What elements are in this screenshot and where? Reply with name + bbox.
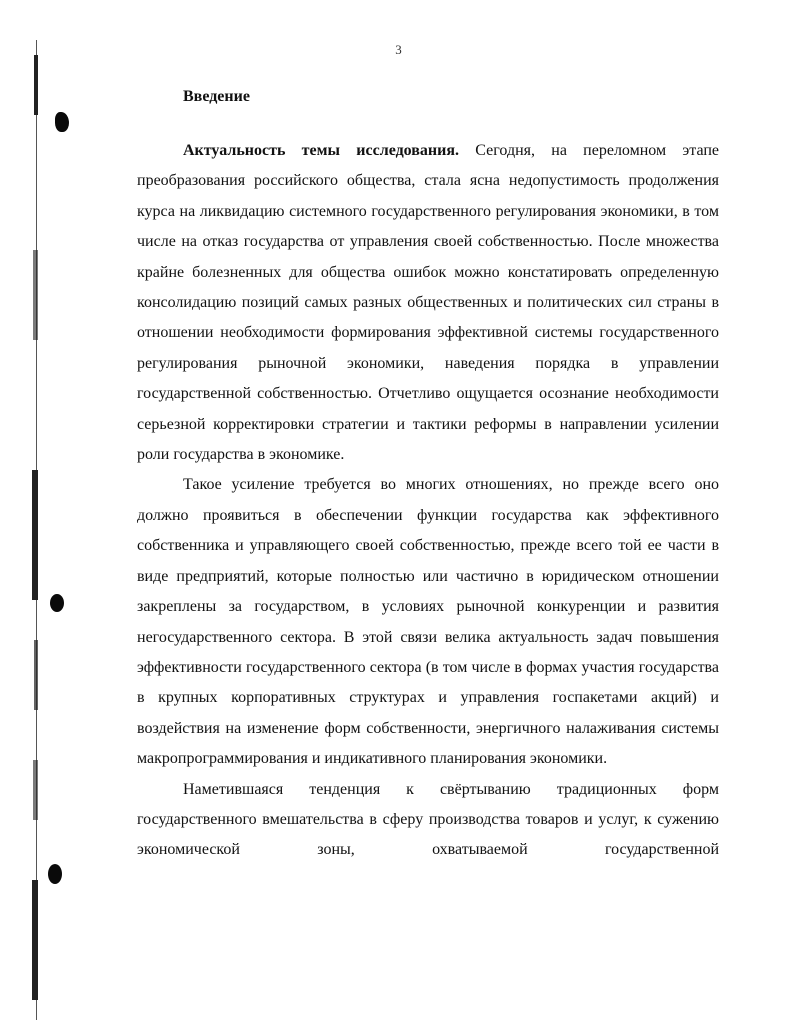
page-number: 3 [395,42,402,57]
paragraph-strengthening [137,470,719,774]
section-heading: Введение [183,88,250,105]
paragraph-text: Такое усиление требуется во многих отношениях, но прежде всего оно должно проявиться в обеспечении функции государства как эффективного собственника и управляющего своей собственностью, прежде всего той ее части в виде предприятий, которые полностью или частично в юридическом отношении закреплены за государством, в условиях рыночной конкуренции и развития негосударственного сектора. В этой связи велика актуальность задач повышения эффективности государственного сектора (в том числе в формах участия государства в крупных корпоративных структурах и управления госпакетами акций) и воздействия на изменение форм собственности, энергичного налаживания системы макропрограммирования и индикативного планирования экономики. [137,476,719,768]
paragraph-relevance [137,136,719,470]
paragraph-lead: Актуальность темы исследования. [183,142,460,159]
document-body [137,136,719,866]
ink-blot [50,594,64,612]
paragraph-text: Сегодня, на переломном этапе преобразования российского общества, стала ясна недопустимость продолжения курса на ликвидацию системного государственного регулирования экономики, в том числе на отказ государства от управления своей собственностью. После множества крайне болезненных для общества ошибок можно констатировать определенную консолидацию позиций самых разных общественных и политических сил страны в отношении необходимости формирования эффективной системы государственного регулирования рыночной экономики, наведения порядка в управлении государственной собственностью. Отчетливо ощущается осознание необходимости серьезной корректировки стратегии и тактики реформы в направлении усилении роли государства в экономике. [137,142,719,464]
scan-edge-artifact [30,0,44,1028]
ink-blot [48,864,62,884]
ink-blot [55,112,69,132]
paragraph-trend [137,775,719,866]
paragraph-text: Наметившаяся тенденция к свёртыванию традиционных форм государственного вмешательства в сферу производства товаров и услуг, к сужению экономической зоны, охватываемой государственной [137,780,719,859]
